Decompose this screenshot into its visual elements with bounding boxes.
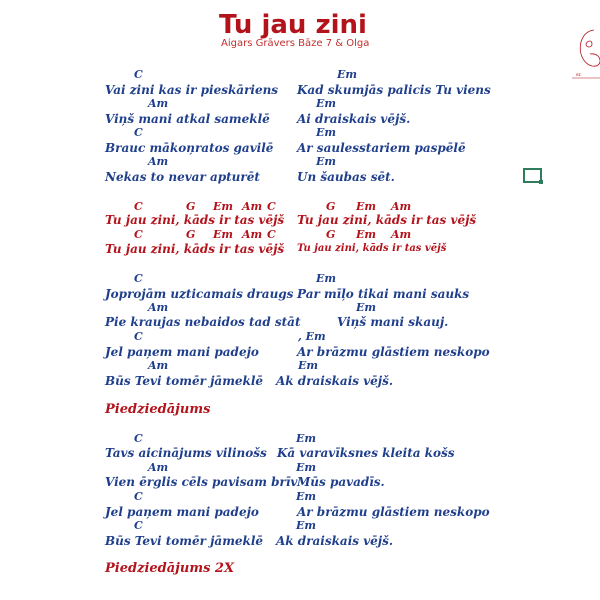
song-subtitle: Aigars Grāvers Bāze 7 & Olga (221, 38, 370, 49)
lyric-line: Ar brāzmu glāstiem neskopo (297, 505, 490, 519)
lyric-line: Ai draiskais vējš. (297, 112, 411, 126)
chord-label: Am (148, 155, 169, 168)
lyric-line: Ak draiskais vējš. (276, 374, 394, 388)
chord-label: Em (356, 200, 377, 213)
section-heading: Piedziedājums 2X (105, 561, 235, 576)
chord-label: Em (316, 97, 337, 110)
lyric-line: Būs Tevi tomēr jāmeklē (105, 374, 264, 388)
lyric-line: Vien ērglis cēls pavisam brīv (105, 475, 298, 489)
chord-label: C (134, 272, 143, 285)
lyric-line: Viņš mani atkal sameklē (105, 112, 270, 126)
chord-label: Am (148, 301, 169, 314)
lyric-line: Būs Tevi tomēr jāmeklē (105, 534, 264, 548)
chord-label: Am (242, 228, 263, 241)
lyric-line: Ar saulesstariem paspēlē (297, 141, 466, 155)
lyric-line: Tu jau zini, kāds ir tas vējš (297, 213, 477, 227)
chord-label: G (326, 228, 336, 241)
chord-label: G (186, 228, 196, 241)
lyric-line: Par mīļo tikai mani sauks (297, 287, 470, 301)
chord-label: Am (148, 461, 169, 474)
chord-label: Em (213, 200, 234, 213)
svg-text:ez: ez (576, 72, 581, 77)
lyric-line: Tavs aicinājums vilinošs (105, 446, 267, 460)
lyric-line: Ak draiskais vējš. (276, 534, 394, 548)
chord-label: Em (356, 301, 377, 314)
lyric-line: Mūs pavadīs. (297, 475, 385, 489)
chord-label: C (134, 228, 143, 241)
chord-label: C (134, 68, 143, 81)
chord-label: Em (298, 359, 319, 372)
lyric-line: Jel paņem mani padejo (105, 505, 259, 519)
lyric-line: Tu jau zini, kāds ir tas vējš (105, 213, 285, 227)
lyric-line: Kā varavīksnes kleita košs (277, 446, 455, 460)
chord-label: Am (148, 97, 169, 110)
checkbox-square[interactable] (523, 168, 542, 183)
chord-label: Am (148, 359, 169, 372)
chord-label: Em (296, 519, 317, 532)
chord-label: C (134, 432, 143, 445)
chord-label: , Em (298, 330, 326, 343)
chord-label: Em (316, 126, 337, 139)
logo-icon (562, 22, 600, 92)
chord-label: Em (316, 272, 337, 285)
lyric-line: Vai zini kas ir pieskāriens (105, 83, 279, 97)
song-title: Tu jau zini (219, 10, 367, 40)
lyric-line: Brauc mākoņratos gavilē (105, 141, 274, 155)
chord-label: Em (213, 228, 234, 241)
chord-label: Em (296, 432, 317, 445)
lyric-line: Kad skumjās palicis Tu viens (297, 83, 491, 97)
chord-label: C (134, 519, 143, 532)
chord-label: Am (242, 200, 263, 213)
chord-label: C (134, 200, 143, 213)
chord-label: Em (296, 461, 317, 474)
chord-label: Em (296, 490, 317, 503)
chord-label: C (267, 228, 276, 241)
chord-label: G (326, 200, 336, 213)
lyric-line: Un šaubas sēt. (297, 170, 395, 184)
chord-label: Am (391, 228, 412, 241)
lyric-line: Joprojām uzticamais draugs (105, 287, 294, 301)
section-heading: Piedziedājums (105, 402, 211, 417)
lyric-line: Ar brāzmu glāstiem neskopo (297, 345, 490, 359)
lyric-line: Viņš mani skauj. (337, 315, 449, 329)
chord-label: C (134, 490, 143, 503)
chord-label: C (134, 126, 143, 139)
lyric-line: Jel paņem mani padejo (105, 345, 259, 359)
lyric-line: Tu jau zini, kāds ir tas vējš (105, 242, 285, 256)
lyric-line: Nekas to nevar apturēt (105, 170, 260, 184)
chord-label: G (186, 200, 196, 213)
chord-label: C (134, 330, 143, 343)
lyric-line: Tu jau zini, kāds ir tas vējš (297, 243, 447, 254)
chord-label: Em (337, 68, 358, 81)
chord-label: Em (316, 155, 337, 168)
chord-label: Am (391, 200, 412, 213)
lyric-line: Pie kraujas nebaidos tad stāt (105, 315, 301, 329)
chord-label: Em (356, 228, 377, 241)
chord-label: C (267, 200, 276, 213)
